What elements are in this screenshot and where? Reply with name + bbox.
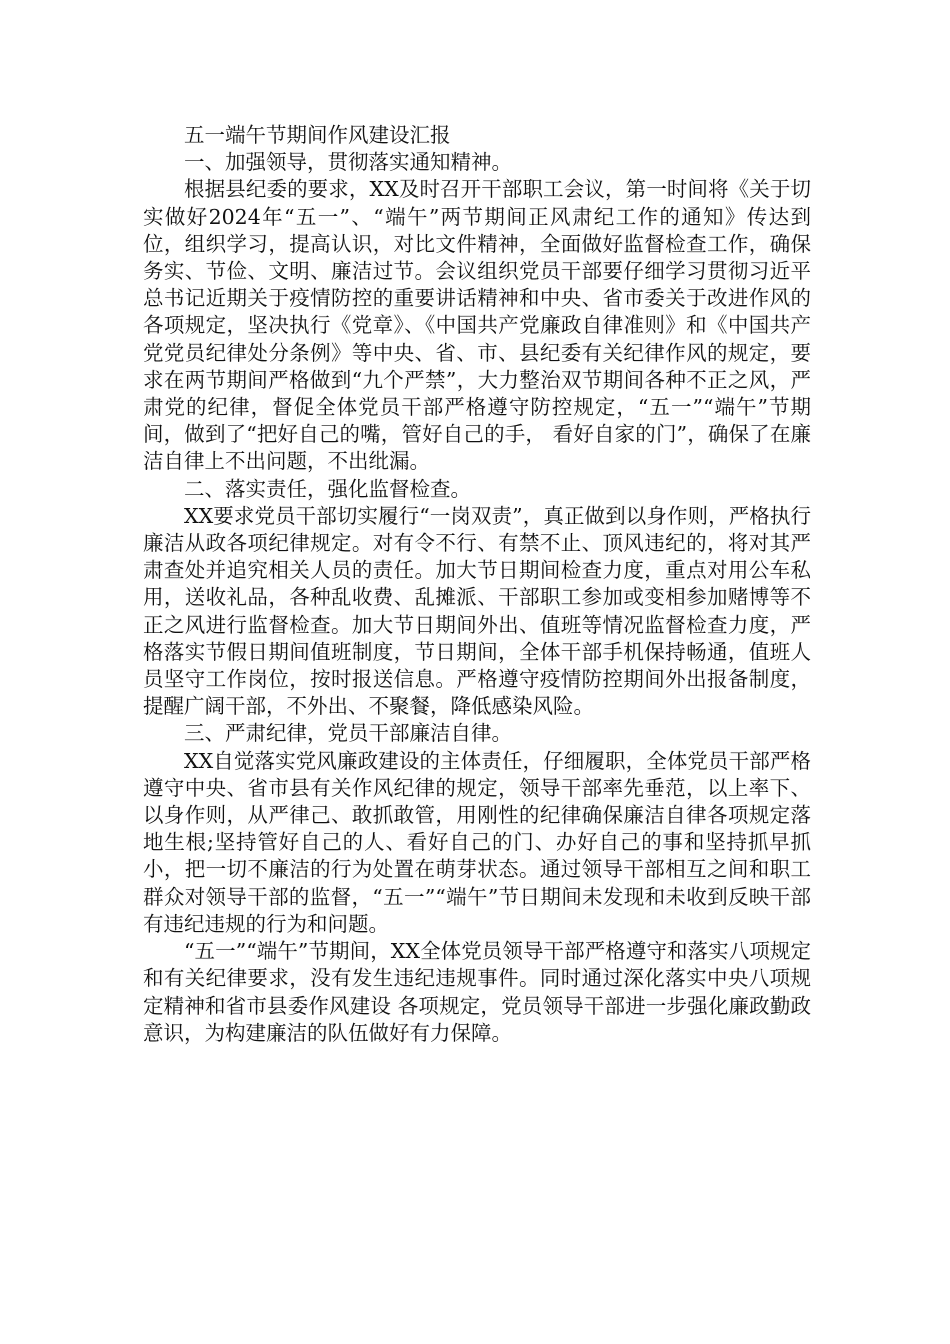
- section-3-paragraph: XX自觉落实党风廉政建设的主体责任，仔细履职，全体党员干部严格遵守中央、省市县有关作风纪律的规定，领导干部率先垂范，以上率下、以身作则，从严律己、敢抓敢管，用刚性的纪律确保廉洁自律各项规定落地生根;坚持管好自己的人、看好自己的门、办好自己的事和坚持抓早抓小，把一切不廉洁的行为处置在萌芽状态。通过领导干部相互之间和职工群众对领导干部的监督，“五一”“端午”节日期间未发现和未收到反映干部有违纪违规的行为和问题。: [143, 748, 811, 936]
- document-title: 五一端午节期间作风建设汇报: [184, 123, 451, 147]
- section-1-heading: 一、加强领导，贯彻落实通知精神。: [184, 150, 512, 175]
- section-3-heading: 三、严肃纪律，党员干部廉洁自律。: [184, 721, 512, 746]
- document-body: [143, 122, 811, 1047]
- section-2-heading: 二、落实责任，强化监督检查。: [184, 476, 471, 501]
- section-2-paragraph: XX要求党员干部切实履行“一岗双责”，真正做到以身作则，严格执行廉洁从政各项纪律规定。对有令不行、有禁不止、顶风违纪的，将对其严肃查处并追究相关人员的责任。加大节日期间检查力度，重点对用公车私用，送收礼品，各种乱收费、乱摊派、干部职工参加或变相参加赌博等不正之风进行监督检查。加大节日期间外出、值班等情况监督检查力度，严格落实节假日期间值班制度，节日期间，全体干部手机保持畅通，值班人员坚守工作岗位，按时报送信息。严格遵守疫情防控期间外出报备制度，提醒广阔干部，不外出、不聚餐，降低感染风险。: [143, 503, 811, 719]
- section-1-paragraph: 根据县纪委的要求，XX及时召开干部职工会议，第一时间将《关于切实做好2024年“五一”、“端午”两节期间正风肃纪工作的通知》传达到位，组织学习，提高认识，对比文件精神，全面做好监督检查工作，确保务实、节俭、文明、廉洁过节。会议组织党员干部要仔细学习贯彻习近平总书记近期关于疫情防控的重要讲话精神和中央、省市委关于改进作风的各项规定，坚决执行《党章》、《中国共产党廉政自律准则》和《中国共产党党员纪律处分条例》等中央、省、市、县纪委有关纪律作风的规定，要求在两节期间严格做到“九个严禁”，大力整治双节期间各种不正之风，严肃党的纪律，督促全体党员干部严格遵守防控规定，“五一”“端午”节期间，做到了“把好自己的嘴，管好自己的手， 看好自家的门”，确保了在廉洁自律上不出问题，不出纰漏。: [143, 177, 811, 474]
- conclusion-paragraph: “五一”“端午”节期间，XX全体党员领导干部严格遵守和落实八项规定和有关纪律要求，没有发生违纪违规事件。同时通过深化落实中央八项规定精神和省市县委作风建设 各项规定，党员领导干部进一步强化廉政勤政意识，为构建廉洁的队伍做好有力保障。: [143, 939, 811, 1045]
